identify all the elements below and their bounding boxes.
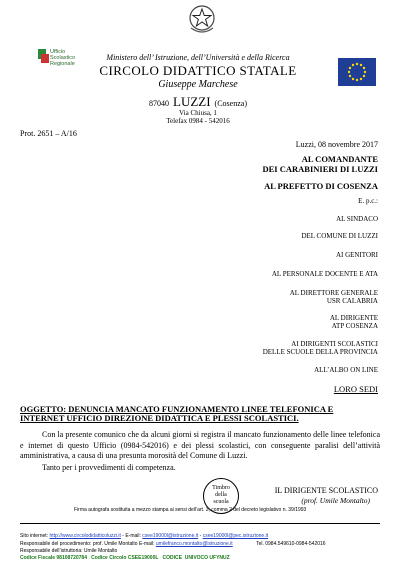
- italian-republic-emblem-icon: [187, 2, 217, 36]
- cc-recipient: AL SINDACO: [336, 215, 378, 223]
- email-label: - E-mail:: [122, 533, 141, 539]
- resp-email-link[interactable]: umilefranco.montalto@istruzione.it: [155, 541, 233, 547]
- usr-logo-icon: [36, 47, 50, 65]
- recipient-primary-2: DEI CARABINIERI DI LUZZI: [262, 164, 378, 174]
- subject-line-2: INTERNET UFFICIO DIREZIONE DIDATTICA E PLESSI SCOLASTICI.: [20, 413, 299, 423]
- cc-recipient: ATP COSENZA: [331, 322, 378, 330]
- cc-recipient: USR CALABRIA: [326, 297, 378, 305]
- body-paragraph-2: Tanto per i provvedimenti di competenza.: [42, 463, 176, 472]
- stamp-line-1: Timbro: [212, 485, 230, 491]
- subject-line-1: OGGETTO: DENUNCIA MANCATO FUNZIONAMENTO LINEE TELEFONICA E: [20, 404, 334, 414]
- usr-logo-line-2: Scolastico: [50, 55, 76, 61]
- province: (Cosenza): [214, 99, 247, 108]
- signature-note: Firma autografa sostituita a mezzo stampa ai sensi dell’art. 3, comma 2 del decreto legislativo n. 39/1993: [74, 507, 307, 513]
- cc-recipient: AI GENITORI: [335, 251, 378, 259]
- protocol-number: Prot. 2651 – A/16: [20, 129, 77, 138]
- eu-flag-icon: [338, 58, 376, 86]
- cc-recipient: AL PERSONALE DOCENTE E ATA: [271, 270, 378, 278]
- school-website-link[interactable]: http://www.circolodidatticoluzzi.it: [49, 533, 121, 539]
- town: LUZZI: [173, 94, 211, 109]
- footer-divider: [20, 523, 380, 524]
- recipient-primary-3: AL PREFETTO DI COSENZA: [264, 181, 378, 191]
- stamp-line-3: scuola: [213, 499, 229, 505]
- loro-sedi: LORO SEDI: [333, 384, 378, 394]
- telefax: Telefax 0984 - 542016: [166, 117, 230, 125]
- cc-recipient: DEL COMUNE DI LUZZI: [301, 232, 378, 240]
- cc-recipient: AI DIRIGENTI SCOLASTICI: [291, 340, 378, 348]
- signature-title: IL DIRIGENTE SCOLASTICO: [274, 486, 378, 495]
- school-email-link[interactable]: csee19000l@istruzione.it: [142, 533, 199, 539]
- signature-name: (prof. Umile Montalto): [301, 496, 370, 505]
- recipient-primary-1: AL COMANDANTE: [301, 154, 378, 164]
- school-dedicatee: Giuseppe Marchese: [158, 79, 238, 90]
- footer-web-line: [20, 533, 268, 539]
- cc-recipient: AL DIRIGENTE: [329, 314, 378, 322]
- resp-proc-label: Responsabile del procedimento: prof. Umile Montalto E-mail:: [20, 541, 155, 547]
- usr-logo-line-3: Regionale: [50, 61, 75, 67]
- ministry-line: Ministero dell’ Istruzione, dell’Università e della Ricerca: [106, 53, 290, 62]
- ep-label: E. p.c.:: [358, 197, 378, 205]
- body-paragraph-1: Con la presente comunico che da alcuni giorni si registra il mancato funzionamento delle linee telefonica e internet di questo Ufficio (0984-542016) e dei plessi scolastici, con conseguente paralisi dell’attività amministrativa, a causa di una presunta morosità del Comune di Luzzi.: [20, 430, 380, 460]
- footer-codes: Codice Fiscale 98108720784 Codice Circolo CSEE19000L CODICE UNIVOCO UFYNUZ: [20, 555, 230, 561]
- cap: 87040: [149, 99, 169, 108]
- footer-istr-line: Responsabile dell’istruttoria: Umile Montalto: [20, 548, 118, 554]
- usr-logo-line-1: Ufficio: [50, 49, 66, 55]
- pec-separator: -: [199, 533, 202, 539]
- street-address: Via Chiusa, 1: [179, 109, 217, 117]
- cc-recipient: ALL’ALBO ON LINE: [314, 366, 378, 374]
- stamp-line-2: della: [215, 492, 227, 498]
- cc-recipient: DELLE SCUOLE DELLA PROVINCIA: [262, 348, 378, 356]
- cc-recipient: AL DIRETTORE GENERALE: [289, 289, 378, 297]
- school-name: CIRCOLO DIDATTICO STATALE: [99, 63, 297, 78]
- footer-resp-line: [20, 541, 326, 547]
- resp-telephone: Tel. 0984.549610-0984-542016: [256, 541, 326, 547]
- school-pec-link[interactable]: csee19000l@pec.istruzione.it: [202, 533, 269, 539]
- eu-stars-icon: [338, 58, 376, 86]
- site-label: Sito internet:: [20, 533, 49, 539]
- letter-date: Luzzi, 08 novembre 2017: [295, 140, 378, 149]
